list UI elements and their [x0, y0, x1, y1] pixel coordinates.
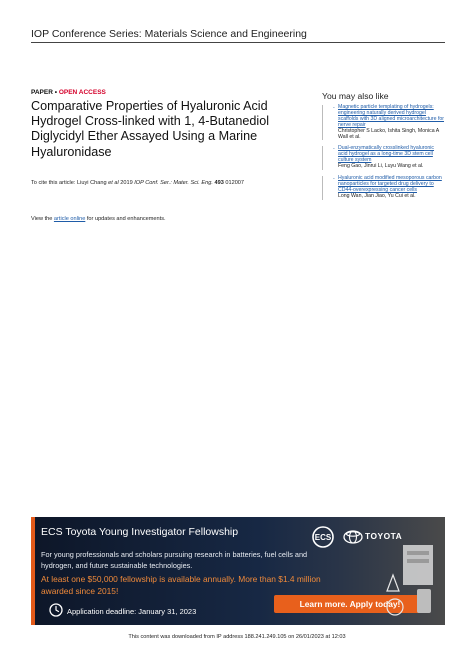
related-item-title-link[interactable]: Magnetic particle templating of hydrogels: engineering naturally derived hydrogel scaffolds with 3D aligned microarchitecture for nerve repair [338, 104, 445, 128]
related-item-authors: Feng Gao, Jinrui Li, Luyu Wang et al. [338, 163, 424, 170]
lab-illustration-icon [381, 545, 445, 623]
related-item-title-link[interactable]: Dual-enzymatically crosslinked hyaluronic acid hydrogel as a long-time 3D stem cell culture system [338, 145, 435, 164]
item-bar [322, 176, 329, 200]
related-item-authors: Christopher S Lacko, Ishita Singh, Monica A Wall et al. [338, 127, 439, 140]
bullet-dash: - [333, 176, 335, 183]
related-item [322, 176, 444, 200]
download-note: This content was downloaded from IP address 188.241.249.105 on 26/01/2023 at 12:03 [128, 634, 346, 640]
journal-name: IOP Conference Series: Materials Science and Engineering [31, 28, 307, 40]
related-item-title-link[interactable]: Hyaluronic acid modified mesoporous carbon nanoparticles for targeted drug delivery to CD44-overexpressing cancer cells [338, 175, 442, 193]
cite-number: 012007 [223, 180, 245, 186]
toyota-brand: TOYOTA [365, 531, 403, 541]
banner-amount: At least one $50,000 fellowship is available annually. More than $1.4 million awarded since 2015! [41, 574, 321, 596]
article-label [31, 89, 106, 96]
label-separator: • [52, 89, 59, 96]
view-online-line [31, 216, 301, 222]
cite-year: 2019 [118, 180, 135, 186]
article-online-link[interactable]: article online [53, 216, 86, 222]
ecs-logo-text: ECS [314, 533, 332, 542]
view-prefix: View the [31, 216, 54, 222]
banner-subtext: For young professionals and scholars pursuing research in batteries, fuel cells and hydrogen, and future sustainable technologies. [41, 550, 308, 570]
journal-header [31, 28, 445, 43]
fellowship-banner[interactable] [31, 517, 445, 625]
item-bar [322, 146, 329, 170]
cite-journal: IOP Conf. Ser.: Mater. Sci. Eng. [134, 180, 213, 186]
related-item-authors: Long Wan, Jian Jiao, Yu Cui et al. [338, 192, 416, 199]
clock-icon [49, 603, 63, 617]
related-item [322, 105, 444, 140]
paper-label: PAPER [31, 89, 53, 96]
related-heading: You may also like [322, 91, 389, 101]
related-articles [322, 91, 444, 206]
related-item [322, 146, 444, 170]
item-bar [322, 105, 329, 140]
cite-prefix: To cite this article: Liuyi Chang [31, 180, 109, 186]
apply-button[interactable]: Learn more. Apply today! [274, 595, 426, 613]
bullet-dash: - [333, 146, 335, 153]
ecs-logo-icon [311, 525, 363, 549]
citation-line [31, 180, 301, 186]
banner-accent [31, 517, 35, 625]
application-deadline: Application deadline: January 31, 2023 [67, 607, 197, 616]
banner-title: ECS Toyota Young Investigator Fellowship [41, 526, 239, 538]
open-access-label: OPEN ACCESS [58, 89, 106, 96]
view-suffix: for updates and enhancements. [85, 216, 166, 222]
cite-etal: et al [108, 180, 119, 186]
cite-volume: 493 [214, 180, 224, 186]
bullet-dash: - [333, 105, 335, 111]
article-title: Comparative Properties of Hyaluronic Acid Hydrogel Cross-linked with 1, 4-Butanediol Diglycidyl Ether Assayed Using a Marine Hyaluronidase [31, 99, 269, 159]
